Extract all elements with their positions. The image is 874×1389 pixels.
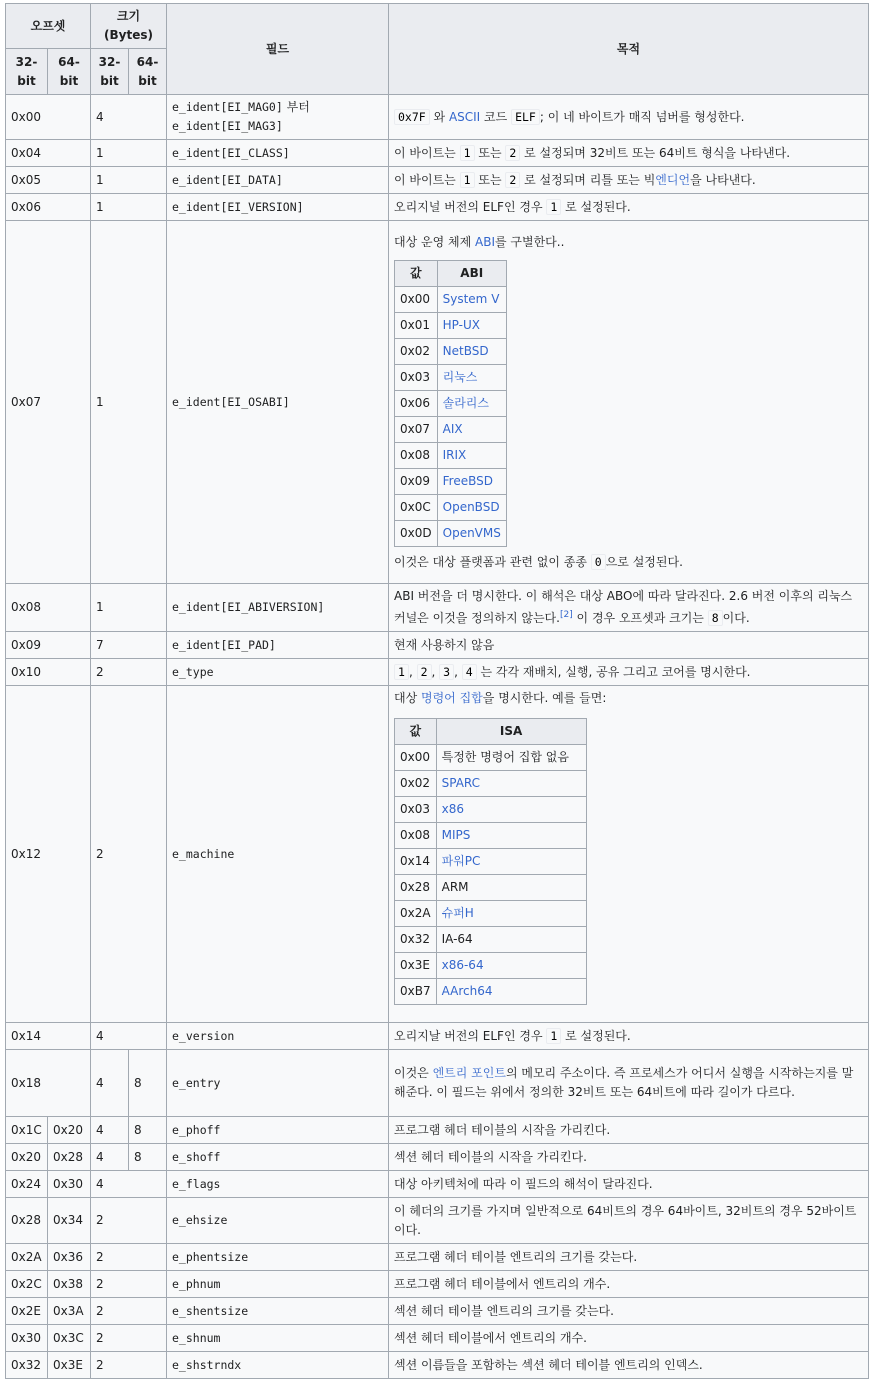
offset-32-cell: 0x32 (6, 1352, 48, 1379)
table-row (6, 686, 869, 1023)
table-row (6, 632, 869, 659)
isa-value: 0x00 (395, 745, 437, 771)
list-item (395, 979, 587, 1005)
abi-value: 0x0C (395, 494, 438, 520)
size-cell: 2 (91, 1325, 167, 1352)
elf-header-table (5, 3, 869, 1379)
abi-value: 0x00 (395, 286, 438, 312)
field-cell: e_machine (167, 686, 389, 1023)
list-item (395, 520, 507, 546)
size-cell: 1 (91, 221, 167, 584)
table-row (6, 1023, 869, 1050)
endianness-link[interactable]: 엔디언 (655, 172, 691, 187)
offset-cell: 0x07 (6, 221, 91, 584)
field-cell: e_ident[EI_PAD] (167, 632, 389, 659)
isa-link[interactable]: MIPS (441, 828, 471, 842)
purpose-cell: 이것은 엔트리 포인트의 메모리 주소이다. 즉 프로세스가 어디서 실행을 시작하는지를 말해준다. 이 필드는 위에서 정의한 32비트 또는 64비트에 따라 길이가 다르다. (389, 1050, 869, 1117)
ascii-link[interactable]: ASCII (448, 109, 481, 124)
list-item (395, 797, 587, 823)
field-cell: e_ident[EI_MAG0] 부터 e_ident[EI_MAG3] (167, 95, 389, 140)
isa-header-value: 값 (395, 719, 437, 745)
abi-os-link[interactable]: System V (442, 291, 500, 306)
isa-link[interactable]: 슈퍼H (441, 906, 474, 920)
offset-64-cell: 0x30 (48, 1171, 91, 1198)
size-64-cell: 8 (129, 1050, 167, 1117)
instruction-set-link[interactable]: 명령어 집합 (421, 691, 483, 705)
isa-value: 0x08 (395, 823, 437, 849)
offset-64-cell: 0x38 (48, 1271, 91, 1298)
size-cell: 2 (91, 1244, 167, 1271)
offset-cell: 0x04 (6, 140, 91, 167)
size-cell: 4 (91, 1171, 167, 1198)
size-64-cell: 8 (129, 1117, 167, 1144)
list-item (395, 875, 587, 901)
header-size-64bit: 64- bit (129, 49, 167, 95)
size-cell: 2 (91, 1298, 167, 1325)
offset-32-cell: 0x2C (6, 1271, 48, 1298)
offset-64-cell: 0x34 (48, 1198, 91, 1244)
isa-header-isa: ISA (436, 719, 586, 745)
table-row (6, 584, 869, 632)
isa-value: 0x3E (395, 953, 437, 979)
offset-32-cell: 0x30 (6, 1325, 48, 1352)
field-cell: e_ident[EI_ABIVERSION] (167, 584, 389, 632)
abi-header-value: 값 (395, 260, 438, 286)
isa-value: 0x2A (395, 901, 437, 927)
abi-value: 0x01 (395, 312, 438, 338)
isa-value: 0x32 (395, 927, 437, 953)
field-cell: e_ident[EI_CLASS] (167, 140, 389, 167)
offset-cell: 0x05 (6, 167, 91, 194)
reference-link[interactable]: [2] (559, 610, 573, 620)
isa-name: 특정한 명령어 집합 없음 (436, 745, 586, 771)
abi-value: 0x09 (395, 468, 438, 494)
list-item (395, 338, 507, 364)
offset-cell: 0x00 (6, 95, 91, 140)
purpose-cell: 오리지날 버전의 ELF인 경우 1 로 설정된다. (389, 1023, 869, 1050)
header-size-32bit: 32- bit (91, 49, 129, 95)
offset-64-cell: 0x3C (48, 1325, 91, 1352)
field-cell: e_type (167, 659, 389, 686)
abi-value: 0x03 (395, 364, 438, 390)
entry-point-link[interactable]: 엔트리 포인트 (432, 1066, 506, 1080)
list-item (395, 494, 507, 520)
purpose-cell: 프로그램 헤더 테이블 엔트리의 크기를 갖는다. (389, 1244, 869, 1271)
offset-cell: 0x14 (6, 1023, 91, 1050)
table-row (6, 167, 869, 194)
isa-name: IA-64 (436, 927, 586, 953)
size-cell: 7 (91, 632, 167, 659)
isa-value: 0x28 (395, 875, 437, 901)
table-row (6, 1117, 869, 1144)
field-cell: e_shstrndx (167, 1352, 389, 1379)
isa-name: ARM (436, 875, 586, 901)
abi-os-link[interactable]: HP-UX (442, 317, 480, 332)
abi-os-link[interactable]: 리눅스 (442, 369, 478, 384)
table-row (6, 194, 869, 221)
size-32-cell: 4 (91, 1117, 129, 1144)
offset-32-cell: 0x1C (6, 1117, 48, 1144)
purpose-cell: 오리지널 버전의 ELF인 경우 1 로 설정된다. (389, 194, 869, 221)
header-offset: 오프셋 (6, 4, 91, 49)
list-item (395, 953, 587, 979)
abi-os-link[interactable]: OpenVMS (442, 525, 501, 540)
field-cell: e_ident[EI_OSABI] (167, 221, 389, 584)
offset-cell: 0x09 (6, 632, 91, 659)
list-item (395, 312, 507, 338)
abi-link[interactable]: ABI (475, 234, 495, 249)
abi-value: 0x08 (395, 442, 438, 468)
header-offset-32bit: 32- bit (6, 49, 48, 95)
table-row (6, 1050, 869, 1117)
offset-64-cell: 0x20 (48, 1117, 91, 1144)
table-row (6, 1352, 869, 1379)
offset-64-cell: 0x28 (48, 1144, 91, 1171)
offset-cell: 0x10 (6, 659, 91, 686)
table-row (6, 1298, 869, 1325)
list-item (395, 849, 587, 875)
list-item (395, 901, 587, 927)
isa-value: 0x02 (395, 771, 437, 797)
abi-os-link[interactable]: IRIX (442, 447, 467, 462)
table-row (6, 95, 869, 140)
purpose-cell: 이 헤더의 크기를 가지며 일반적으로 64비트의 경우 64바이트, 32비트의 경우 52바이트이다. (389, 1198, 869, 1244)
list-item (395, 442, 507, 468)
table-row (6, 1244, 869, 1271)
offset-64-cell: 0x3E (48, 1352, 91, 1379)
size-cell: 1 (91, 584, 167, 632)
abi-header-abi: ABI (437, 260, 506, 286)
purpose-cell: 프로그램 헤더 테이블의 시작을 가리킨다. (389, 1117, 869, 1144)
size-cell: 1 (91, 140, 167, 167)
field-cell: e_ident[EI_DATA] (167, 167, 389, 194)
isa-link[interactable]: AArch64 (441, 984, 493, 998)
list-item (395, 771, 587, 797)
size-cell: 1 (91, 167, 167, 194)
offset-cell: 0x08 (6, 584, 91, 632)
purpose-cell: 섹션 헤더 테이블의 시작을 가리킨다. (389, 1144, 869, 1171)
purpose-cell: 섹션 이름들을 포함하는 섹션 헤더 테이블 엔트리의 인덱스. (389, 1352, 869, 1379)
offset-cell: 0x18 (6, 1050, 91, 1117)
purpose-cell: 프로그램 헤더 테이블에서 엔트리의 개수. (389, 1271, 869, 1298)
list-item (395, 468, 507, 494)
isa-value: 0x14 (395, 849, 437, 875)
abi-value: 0x02 (395, 338, 438, 364)
isa-link[interactable]: SPARC (441, 776, 481, 790)
size-cell: 2 (91, 686, 167, 1023)
abi-value: 0x0D (395, 520, 438, 546)
table-row (6, 1198, 869, 1244)
size-64-cell: 8 (129, 1144, 167, 1171)
size-cell: 2 (91, 1198, 167, 1244)
purpose-cell: 대상 아키텍처에 따라 이 필드의 해석이 달라진다. (389, 1171, 869, 1198)
list-item (395, 416, 507, 442)
purpose-cell: 1 , 2 , 3 , 4 는 각각 재배치, 실행, 공유 그리고 코어를 명시한다. (389, 659, 869, 686)
purpose-cell: 섹션 헤더 테이블에서 엔트리의 개수. (389, 1325, 869, 1352)
isa-subtable (394, 718, 587, 1005)
table-row (6, 1144, 869, 1171)
abi-value: 0x06 (395, 390, 438, 416)
list-item (395, 390, 507, 416)
offset-32-cell: 0x20 (6, 1144, 48, 1171)
abi-os-link[interactable]: 솔라리스 (442, 395, 489, 410)
header-offset-64bit: 64- bit (48, 49, 91, 95)
size-32-cell: 4 (91, 1050, 129, 1117)
field-cell: e_ident[EI_VERSION] (167, 194, 389, 221)
abi-os-link[interactable]: NetBSD (442, 343, 489, 358)
field-cell: e_phnum (167, 1271, 389, 1298)
field-cell: e_flags (167, 1171, 389, 1198)
size-cell: 4 (91, 95, 167, 140)
purpose-cell: 이 바이트는 1 또는 2 로 설정되며 리틀 또는 빅엔디언을 나타낸다. (389, 167, 869, 194)
offset-cell: 0x12 (6, 686, 91, 1023)
field-cell: e_ehsize (167, 1198, 389, 1244)
offset-32-cell: 0x2E (6, 1298, 48, 1325)
isa-value: 0x03 (395, 797, 437, 823)
abi-os-link[interactable]: AIX (442, 421, 463, 436)
field-cell: e_shentsize (167, 1298, 389, 1325)
purpose-cell: 이 바이트는 1 또는 2 로 설정되며 32비트 또는 64비트 형식을 나타낸다. (389, 140, 869, 167)
list-item (395, 823, 587, 849)
abi-os-link[interactable]: OpenBSD (442, 499, 500, 514)
field-cell: e_shoff (167, 1144, 389, 1171)
offset-64-cell: 0x36 (48, 1244, 91, 1271)
field-cell: e_phoff (167, 1117, 389, 1144)
purpose-cell: 대상 명령어 집합을 명시한다. 예를 들면: 값 ISA 0x00 특정한 명령어 집합 없음 0x02 SPARC 0x03 x86 0x08 MIPS 0x14 파워PC 0x28 ARM 0x2A 슈퍼H 0x32 IA-64 0x3E x86-64 0xB7 AArch64 (389, 686, 869, 1023)
isa-link[interactable]: x86 (441, 802, 464, 816)
field-cell: e_version (167, 1023, 389, 1050)
purpose-cell: ABI 버전을 더 명시한다. 이 해석은 대상 ABO에 따라 달라진다. 2.6 버전 이후의 리눅스 커널은 이것을 정의하지 않는다.[2] 이 경우 오프셋과 크기는 8 이다. (389, 584, 869, 632)
list-item (395, 927, 587, 953)
size-cell: 2 (91, 1352, 167, 1379)
table-row (6, 1271, 869, 1298)
offset-32-cell: 0x24 (6, 1171, 48, 1198)
size-cell: 1 (91, 194, 167, 221)
field-cell: e_phentsize (167, 1244, 389, 1271)
offset-64-cell: 0x3A (48, 1298, 91, 1325)
table-row (6, 659, 869, 686)
size-32-cell: 4 (91, 1144, 129, 1171)
list-item (395, 364, 507, 390)
header-size: 크기 (Bytes) (91, 4, 167, 49)
abi-value: 0x07 (395, 416, 438, 442)
size-cell: 4 (91, 1023, 167, 1050)
size-cell: 2 (91, 659, 167, 686)
table-row (6, 1325, 869, 1352)
field-cell: e_shnum (167, 1325, 389, 1352)
field-cell: e_entry (167, 1050, 389, 1117)
size-cell: 2 (91, 1271, 167, 1298)
list-item (395, 286, 507, 312)
header-field: 필드 (167, 4, 389, 95)
isa-link[interactable]: 파워PC (441, 854, 481, 868)
purpose-cell: 섹션 헤더 테이블 엔트리의 크기를 갖는다. (389, 1298, 869, 1325)
table-row (6, 221, 869, 584)
offset-32-cell: 0x2A (6, 1244, 48, 1271)
list-item (395, 745, 587, 771)
abi-os-link[interactable]: FreeBSD (442, 473, 493, 488)
table-row (6, 1171, 869, 1198)
table-row (6, 140, 869, 167)
header-purpose: 목적 (389, 4, 869, 95)
purpose-cell: 현재 사용하지 않음 (389, 632, 869, 659)
isa-link[interactable]: x86-64 (441, 958, 484, 972)
abi-subtable (394, 260, 507, 547)
purpose-cell: 0x7F 와 ASCII 코드 ELF ; 이 네 바이트가 매직 넘버를 형성한다. (389, 95, 869, 140)
offset-32-cell: 0x28 (6, 1198, 48, 1244)
purpose-cell: 대상 운영 체제 ABI를 구별한다.. 값 ABI 0x00 System V 0x01 HP-UX 0x02 NetBSD 0x03 리눅스 0x06 솔라리스 0x07 AIX 0x08 IRIX 0x09 FreeBSD 0x0C OpenBSD 0x0D OpenVMS 이것은 대상 플랫폼과 관련 없이 종종 0 으로 설정된다. (389, 221, 869, 584)
offset-cell: 0x06 (6, 194, 91, 221)
isa-value: 0xB7 (395, 979, 437, 1005)
